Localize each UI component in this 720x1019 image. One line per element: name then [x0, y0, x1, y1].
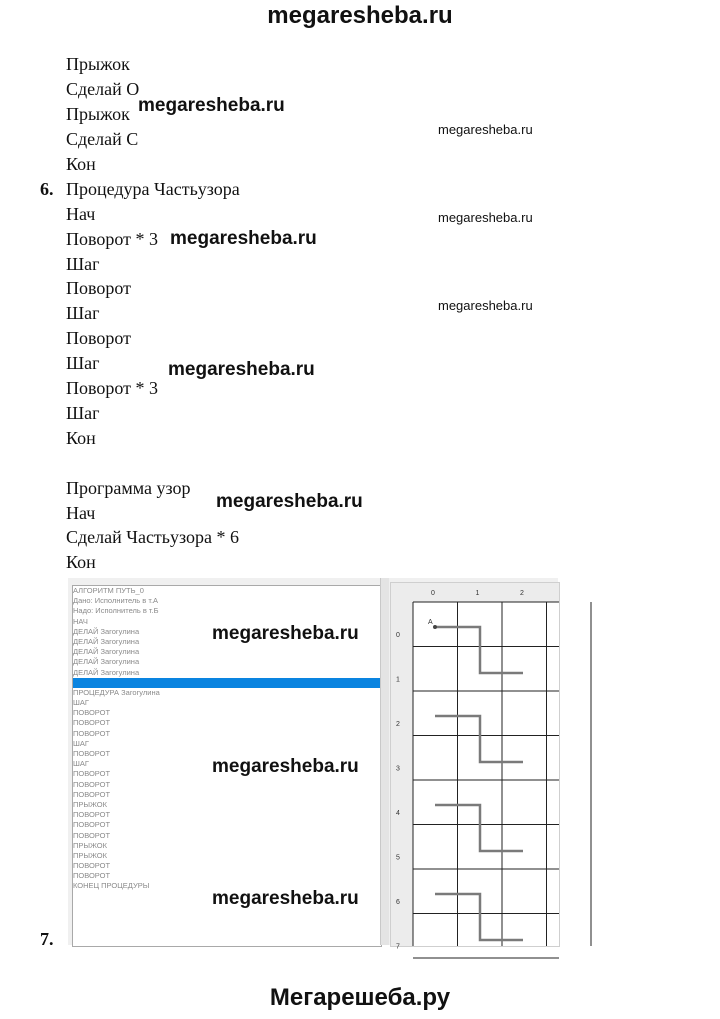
column-label: 2 — [520, 590, 524, 597]
grid-field-canvas — [391, 583, 559, 951]
code-line: Поворот — [66, 328, 132, 348]
algorithm-line[interactable]: ПРЫЖОК — [73, 840, 107, 850]
code-line: Шаг — [66, 403, 100, 423]
watermark: megaresheba.ru — [168, 359, 315, 380]
algorithm-line[interactable]: ДЕЛАЙ Загогулина — [73, 647, 140, 657]
algorithm-line[interactable]: ПОВОРОТ — [73, 769, 111, 779]
algorithm-line[interactable]: ПОВОРОТ — [73, 820, 111, 830]
code-line: Прыжок — [66, 104, 130, 124]
code-line: Шаг — [66, 254, 100, 274]
watermark: megaresheba.ru — [438, 298, 533, 313]
algorithm-line[interactable]: Дано: Исполнитель в т.А — [73, 596, 159, 606]
watermark: megaresheba.ru — [438, 210, 533, 225]
algorithm-line[interactable]: КОНЕЦ ПРОЦЕДУРЫ — [73, 881, 150, 891]
algorithm-line[interactable]: ПОВОРОТ — [73, 728, 111, 738]
code-line: Сделай О — [66, 79, 140, 99]
row-label: 3 — [396, 765, 400, 773]
code-line: Шаг — [66, 303, 100, 323]
watermark: megaresheba.ru — [438, 122, 533, 137]
code-line: Шаг — [66, 353, 100, 373]
column-label: 1 — [475, 590, 480, 597]
algorithm-line[interactable]: ПОВОРОТ — [73, 830, 111, 840]
executor-field — [390, 582, 560, 951]
algorithm-line[interactable]: ШАГ — [73, 759, 89, 769]
algorithm-line[interactable]: ПОВОРОТ — [73, 718, 111, 728]
pane-splitter[interactable] — [380, 578, 389, 945]
row-label: 2 — [396, 721, 400, 728]
site-footer-title: Мегарешеба.ру — [269, 984, 451, 1011]
code-line: Сделай Частьузора * 6 — [66, 527, 240, 547]
algorithm-line[interactable]: ДЕЛАЙ Загогулина — [73, 657, 140, 667]
algorithm-line[interactable]: ПРОЦЕДУРА Загогулина — [73, 687, 160, 697]
code-line: Кон — [66, 428, 96, 448]
algorithm-line[interactable]: ПОВОРОТ — [73, 779, 111, 789]
code-line: Процедура Частьузора — [66, 179, 240, 199]
code-line: Поворот * 3 — [66, 378, 159, 398]
algorithm-line[interactable]: ПОВОРОТ — [73, 749, 111, 758]
watermark: megaresheba.ru — [216, 491, 363, 512]
grid-background — [413, 602, 559, 946]
code-line: Программа узор — [66, 478, 191, 498]
algorithm-line[interactable]: ПОВОРОТ — [73, 871, 111, 881]
row-label: 4 — [396, 810, 400, 817]
watermark: megaresheba.ru — [212, 623, 359, 644]
code-line: Нач — [66, 503, 96, 523]
algorithm-line[interactable]: ДЕЛАЙ Загогулина — [73, 667, 140, 677]
watermark: megaresheba.ru — [170, 228, 317, 249]
algorithm-line[interactable]: ПОВОРОТ — [73, 708, 111, 718]
site-header-title: megaresheba.ru — [267, 2, 453, 29]
algorithm-line[interactable]: ПОВОРОТ — [73, 789, 111, 799]
algorithm-line[interactable]: ПОВОРОТ — [73, 861, 111, 871]
watermark: megaresheba.ru — [212, 756, 359, 777]
code-line: Кон — [66, 154, 96, 174]
algorithm-line[interactable]: ДЕЛАЙ Загогулина — [73, 636, 140, 646]
algorithm-line[interactable]: ДЕЛАЙ Загогулина — [73, 626, 140, 636]
row-label: 5 — [396, 854, 400, 862]
task-7-number: 7. — [40, 929, 54, 949]
task-6-number: 6. — [40, 179, 54, 199]
selected-code-line[interactable] — [73, 678, 381, 688]
code-line: Нач — [66, 204, 96, 224]
code-line: Поворот * 3 — [66, 229, 159, 249]
watermark: megaresheba.ru — [212, 888, 359, 909]
algorithm-line[interactable]: ШАГ — [73, 698, 89, 708]
algorithm-line[interactable]: ПРЫЖОК — [73, 799, 107, 809]
code-line: Кон — [66, 552, 96, 572]
row-label: 1 — [396, 676, 400, 684]
algorithm-line[interactable]: ПОВОРОТ — [73, 810, 111, 820]
algorithm-line[interactable]: ПРЫЖОК — [73, 850, 107, 860]
row-label: 7 — [396, 943, 400, 951]
start-point — [433, 625, 437, 629]
code-line: Сделай С — [66, 129, 139, 149]
row-label: 0 — [396, 632, 400, 639]
start-label: A — [428, 619, 433, 626]
algorithm-line[interactable]: НАЧ — [73, 616, 88, 626]
row-label: 6 — [396, 899, 400, 906]
algorithm-line[interactable]: Надо: Исполнитель в т.Б — [73, 606, 159, 616]
column-label: 0 — [431, 590, 435, 597]
algorithm-line[interactable]: АЛГОРИТМ ПУТЬ_0 — [73, 586, 144, 595]
code-line: Поворот — [66, 278, 132, 298]
algorithm-line[interactable]: ШАГ — [73, 738, 89, 748]
watermark: megaresheba.ru — [138, 95, 285, 116]
code-line: Прыжок — [66, 54, 130, 74]
